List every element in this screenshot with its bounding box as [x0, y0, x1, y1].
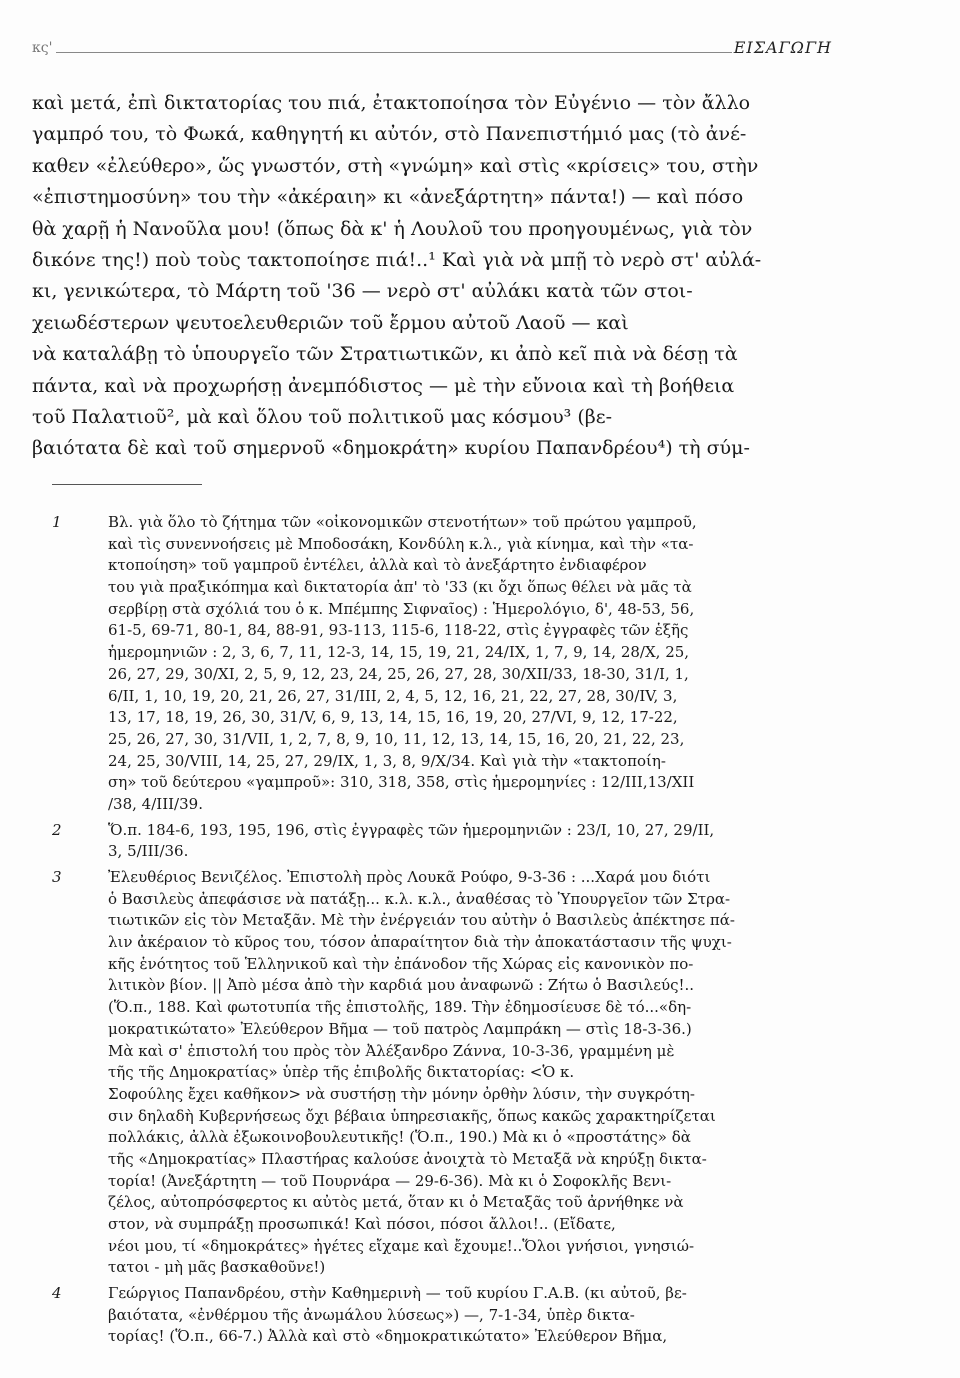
footnote [52, 1283, 834, 1348]
footnote-line: 3, 5/III/36. [108, 842, 189, 861]
footnote-line: κῆς ἑνότητος τοῦ Ἑλληνικοῦ καὶ τὴν ἐπάνοδον τῆς Χώρας εἰς κανονικὸν πο- [108, 954, 694, 973]
footnote-line: νέοι μου, τί «δημοκράτες» ἠγέτες εἴχαμε καὶ ἔχουμε!..Ὅλοι γνήσιοι, γνησιώ- [108, 1236, 695, 1255]
footnote-line: /38, 4/III/39. [108, 794, 203, 813]
footnote [52, 867, 834, 1279]
footnote-line: (Ὅ.π., 188. Καὶ φωτοτυπία τῆς ἐπιστολῆς, 189. Τὴν ἐδημοσίευσε δὲ τό...«δη- [108, 998, 692, 1017]
footnote-line: Γεώργιος Παπανδρέου, στὴν Καθημερινὴ — τοῦ κυρίου Γ.Α.Β. (κι αὐτοῦ, βε- [108, 1284, 687, 1303]
footnote-line: κτοποίηση» τοῦ γαμπροῦ ἐντέλει, ἀλλὰ καὶ τὸ ἀνεξάρτητο ἐνδιαφέρον [108, 556, 647, 575]
text-line: καὶ μετά, ἐπὶ δικτατορίας του πιά, ἐτακτοποίησα τὸν Εὐγένιο — τὸν ἄλλο [32, 92, 751, 114]
text-line: χειωδέστερων ψευτοελευθεριῶν τοῦ ἔρμου αὐτοῦ Λαοῦ — καὶ [32, 311, 629, 334]
footnote-line: ὁ Βασιλεὺς ἀπεφάσισε νὰ πατάξῃ... κ.λ. κ.λ., ἀναθέσας τὸ Ὑπουργεῖον τῶν Στρα- [108, 889, 731, 908]
footnotes [52, 512, 834, 1352]
footnote-line: τιωτικῶν εἰς τὸν Μεταξᾶν. Μὲ τὴν ἐνέργειάν του αὐτὴν ὁ Βασιλεὺς ἀπέκτησε πά- [108, 911, 735, 930]
footnote-separator [52, 484, 202, 485]
footnote-number: 1 [52, 513, 62, 531]
footnote-line: τατοι - μὴ μᾶς βασκαθοῦνε!) [108, 1258, 326, 1277]
page-number: κς' [32, 40, 53, 56]
footnote-line: καὶ τὶς συνεννοήσεις μὲ Μποδοσάκη, Κονδύλη κ.λ., γιὰ κίνημα, καὶ τὴν «τα- [108, 534, 694, 553]
footnote-line: ζέλος, αὐτοπρόσφερτος κι αὐτὸς μετά, ὅταν κι ὁ Μεταξᾶς τοῦ ἀρνήθηκε νὰ [108, 1193, 684, 1212]
text-line: θὰ χαρῇ ἡ Νανοῦλα μου! (ὅπως δὰ κ' ἡ Λουλοῦ του προηγουμένως, γιὰ τὸν [32, 217, 753, 240]
text-line: κι, γενικώτερα, τὸ Μάρτη τοῦ '36 — νερὸ στ' αὐλάκι κατὰ τῶν στοι- [32, 280, 693, 303]
footnote-line: του γιὰ πραξικόπημα καὶ δικτατορία ἀπ' τὸ '33 (κι ὄχι ὅπως θέλει νὰ μᾶς τὰ [108, 578, 692, 597]
footnote-number: 2 [52, 820, 62, 839]
header-rule [56, 52, 732, 53]
footnote-line: Ἐλευθέριος Βενιζέλος. Ἐπιστολὴ πρὸς Λουκᾶ Ρούφο, 9-3-36 : ...Χαρά μου διότι [108, 868, 711, 886]
footnote-line: μοκρατικώτατο» Ἐλεύθερον Βῆμα — τοῦ πατρὸς Λαμπράκη — στὶς 18-3-36.) [108, 1019, 692, 1038]
text-line: νὰ καταλάβῃ τὸ ὑπουργεῖο τῶν Στρατιωτικῶν, κι ἀπὸ κεῖ πιὰ νὰ δέσῃ τὰ [32, 343, 738, 366]
text-line: πάντα, καὶ νὰ προχωρήσῃ ἀνεμπόδιστος — μὲ τὴν εὔνοια καὶ τὴ βοήθεια [32, 374, 735, 397]
text-line: γαμπρό του, τὸ Φωκά, καθηγητή κι αὐτόν, στὸ Πανεπιστήμιό μας (τὸ ἀνέ- [32, 123, 747, 146]
footnote [52, 820, 834, 863]
footnote-line: λιν ἀκέραιον τὸ κῦρος του, τόσον ἀπαραίτητον διὰ τὴν ἀποκατάστασιν τῆς ψυχι- [108, 933, 732, 952]
footnote-line: 25, 26, 27, 30, 31/VII, 1, 2, 7, 8, 9, 10, 11, 12, 13, 14, 15, 16, 20, 21, 22, 23, [108, 729, 685, 748]
footnote-line: σερβίρῃ στὰ σχόλιά του ὁ κ. Μπέμπης Σιφναῖος) : Ἡμερολόγιο, δ', 48-53, 56, [108, 599, 695, 618]
footnote-line: Βλ. γιὰ ὅλο τὸ ζήτημα τῶν «οἰκονομικῶν στενοτήτων» τοῦ πρώτου γαμπροῦ, [108, 513, 697, 531]
footnote-line: λιτικὸν βίον. || Ἀπὸ μέσα ἀπὸ τὴν καρδιά μου ἀναφωνῶ : Ζήτω ὁ Βασιλεύς!.. [108, 976, 695, 995]
footnote-line: Μὰ καὶ σ' ἐπιστολή του πρὸς τὸν Ἀλέξανδρο Ζάννα, 10-3-36, γραμμένη μὲ [108, 1041, 675, 1060]
footnote [52, 512, 834, 816]
footnote-line: 61-5, 69-71, 80-1, 84, 88-91, 93-113, 115-6, 118-22, στὶς ἐγγραφὲς τῶν ἑξῆς [108, 621, 689, 640]
footnote-line: 26, 27, 29, 30/XI, 2, 5, 9, 12, 23, 24, 25, 26, 27, 28, 30/XII/33, 18-30, 31/I, 1, [108, 664, 689, 683]
footnote-line: τῆς τῆς Δημοκρατίας» ὑπὲρ τῆς ἐπιβολῆς δικτατορίας: <Ὁ κ. [108, 1063, 575, 1082]
footnote-line: 13, 17, 18, 19, 26, 30, 31/V, 6, 9, 13, 14, 15, 16, 19, 20, 27/VI, 9, 12, 17-22, [108, 708, 678, 727]
text-line: δικόνε της!) ποὺ τοὺς τακτοποίησε πιά!..¹ Καὶ γιὰ νὰ μπῇ τὸ νερὸ στ' αὐλά- [32, 248, 762, 271]
footnote-line: Ὅ.π. 184-6, 193, 195, 196, στὶς ἐγγραφὲς τῶν ἡμερομηνιῶν : 23/I, 10, 27, 29/II, [108, 820, 715, 839]
footnote-line: πολλάκις, ἀλλὰ ἐξωκοινοβουλευτικῆς! (Ὅ.π., 190.) Μὰ κι ὁ «προστάτης» δὰ [108, 1128, 691, 1147]
footnote-line: σιν δηλαδὴ Κυβερνήσεως ὄχι βέβαια ὑπηρεσιακῆς, ὅπως κακῶς χαρακτηρίζεται [108, 1106, 716, 1125]
footnote-line: βαιότατα, «ἐνθέρμου τῆς ἀνωμάλου λύσεως») —, 7-1-34, ὑπὲρ δικτα- [108, 1305, 635, 1324]
footnote-line: τορίας! (Ὅ.π., 66-7.) Ἀλλὰ καὶ στὸ «δημοκρατικώτατο» Ἐλεύθερον Βῆμα, [108, 1327, 668, 1346]
text-line: τοῦ Παλατιοῦ², μὰ καὶ ὅλου τοῦ πολιτικοῦ μας κόσμου³ (βε- [32, 405, 613, 428]
text-line: καθεν «ἐλεύθερο», ὥς γνωστόν, στὴ «γνώμη» καὶ στὶς «κρίσεις» του, στὴν [32, 154, 759, 177]
footnote-line: ση» τοῦ δεύτερου «γαμπροῦ»: 310, 318, 358, στὶς ἡμερομηνίες : 12/III,13/XII [108, 773, 695, 792]
footnote-line: ἡμερομηνιῶν : 2, 3, 6, 7, 11, 12-3, 14, 15, 19, 21, 24/IX, 1, 7, 9, 14, 28/X, 25, [108, 643, 690, 662]
text-line: βαιότατα δὲ καὶ τοῦ σημερνοῦ «δημοκράτη» κυρίου Παπανδρέου⁴) τὴ σύμ- [32, 437, 750, 460]
footnote-line: τορία! (Ἀνεξάρτητη — τοῦ Πουρνάρα — 29-6-36). Μὰ κι ὁ Σοφοκλῆς Βενι- [108, 1171, 672, 1190]
main-text [32, 88, 832, 465]
footnote-line: Σοφούλης ἔχει καθῆκον> νὰ συστήσῃ τὴν μόνην ὀρθὴν λύσιν, τὴν συγκρότη- [108, 1084, 695, 1103]
text-line: «ἐπιστημοσύνη» του τὴν «ἀκέραιη» κι «ἀνεξάρτητη» πάντα!) — καὶ πόσο [32, 186, 744, 209]
running-title: ΕΙΣΑΓΩΓΗ [733, 38, 832, 57]
footnote-line: 24, 25, 30/VIII, 14, 25, 27, 29/IX, 1, 3, 8, 9/X/34. Καὶ γιὰ τὴν «τακτοποίη- [108, 751, 666, 770]
footnote-line: τῆς «Δημοκρατίας» Πλαστήρας καλούσε ἀνοιχτὰ τὸ Μεταξᾶ νὰ κηρύξῃ δικτα- [108, 1149, 707, 1168]
running-header [32, 38, 832, 64]
footnote-number: 4 [52, 1284, 62, 1303]
footnote-line: 6/II, 1, 10, 19, 20, 21, 26, 27, 31/III, 2, 4, 5, 12, 16, 21, 22, 27, 28, 30/IV, 3, [108, 686, 678, 705]
footnote-number: 3 [52, 868, 62, 886]
footnote-line: στον, νὰ συμπράξῃ προσωπικά! Καὶ πόσοι, πόσοι ἄλλοι!.. (Εἴδατε, [108, 1215, 616, 1233]
